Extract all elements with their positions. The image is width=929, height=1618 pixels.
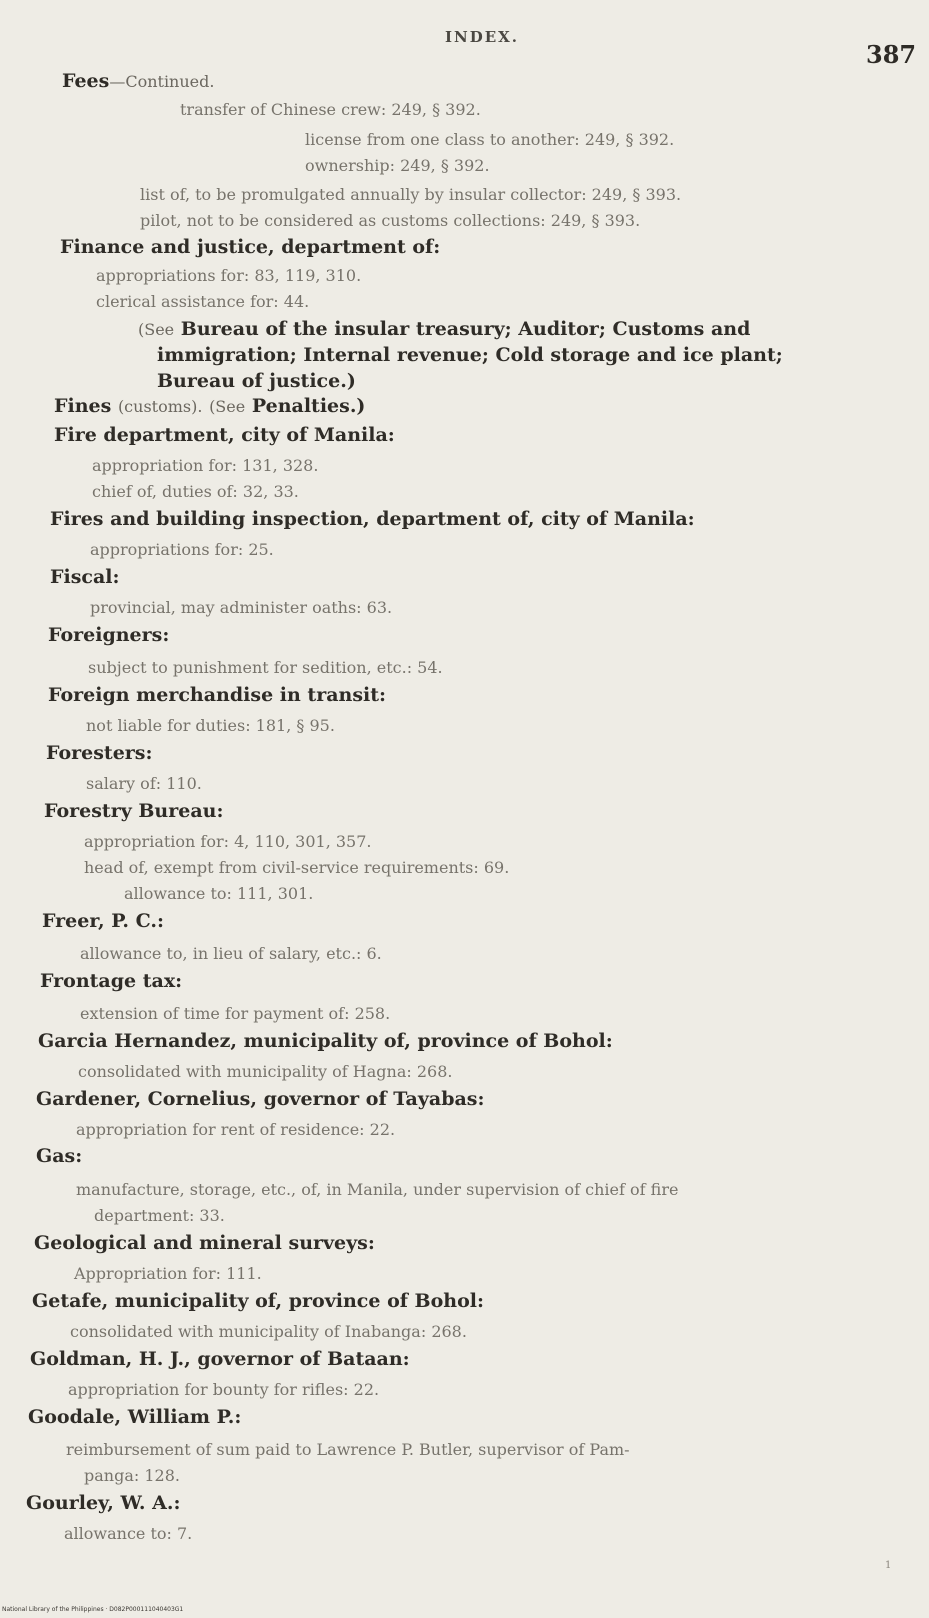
index-subentry: chief of, duties of: 32, 33. [92,482,299,501]
index-heading: Fires and building inspection, department of, city of Manila: [50,508,695,530]
index-subentry: license from one class to another: 249, § 392. [305,130,675,149]
index-subentry: appropriation for bounty for rifles: 22. [68,1380,380,1399]
index-heading: Gourley, W. A.: [26,1492,181,1514]
index-heading: Forestry Bureau: [44,800,224,822]
index-heading: Gas: [36,1145,83,1167]
index-heading: Frontage tax: [40,970,183,992]
page-number: 387 [866,40,917,69]
index-subentry: head of, exempt from civil-service requirements: 69. [84,858,510,877]
index-subentry: manufacture, storage, etc., of, in Manila, under supervision of chief of fire [76,1180,679,1199]
index-subentry: not liable for duties: 181, § 95. [86,716,335,735]
index-subentry: appropriation for: 131, 328. [92,456,319,475]
index-subentry: reimbursement of sum paid to Lawrence P. Butler, supervisor of Pam- [66,1440,630,1459]
index-subentry: extension of time for payment of: 258. [80,1004,391,1023]
index-heading: Foresters: [46,742,153,764]
see-also-reference: (See Bureau of the insular treasury; Auditor; Customs and [138,318,751,340]
index-heading: Getafe, municipality of, province of Bohol: [32,1290,484,1312]
index-subentry: pilot, not to be considered as customs collections: 249, § 393. [140,211,641,230]
corner-mark: 1 [885,1560,892,1571]
index-subentry: department: 33. [94,1206,225,1225]
index-subentry: allowance to: 7. [64,1524,193,1543]
index-subentry: allowance to: 111, 301. [124,884,314,903]
see-also-reference: Bureau of justice.) [157,370,356,392]
index-heading: Garcia Hernandez, municipality of, province of Bohol: [38,1030,613,1052]
index-heading: Fines (customs). (See Penalties.) [54,395,366,417]
index-heading: Goldman, H. J., governor of Bataan: [30,1348,410,1370]
index-subentry: transfer of Chinese crew: 249, § 392. [180,100,481,119]
index-heading: Finance and justice, department of: [60,236,441,258]
index-subentry: panga: 128. [84,1466,180,1485]
index-subentry: subject to punishment for sedition, etc.: 54. [88,658,443,677]
index-heading: Goodale, William P.: [28,1406,242,1428]
index-subentry: provincial, may administer oaths: 63. [90,598,393,617]
index-subentry: Appropriation for: 111. [74,1264,262,1283]
index-subentry: clerical assistance for: 44. [96,292,310,311]
index-subentry: appropriation for rent of residence: 22. [76,1120,396,1139]
index-heading: Fiscal: [50,566,120,588]
index-subentry: consolidated with municipality of Hagna: 268. [78,1062,453,1081]
index-heading: Fire department, city of Manila: [54,424,395,446]
see-also-reference: immigration; Internal revenue; Cold storage and ice plant; [157,344,783,366]
index-subentry: ownership: 249, § 392. [305,156,490,175]
index-heading: Foreign merchandise in transit: [48,684,387,706]
running-head: INDEX. [445,28,520,46]
index-heading: Freer, P. C.: [42,910,164,932]
index-subentry: appropriation for: 4, 110, 301, 357. [84,832,372,851]
index-subentry: list of, to be promulgated annually by insular collector: 249, § 393. [140,185,682,204]
index-heading: Geological and mineral surveys: [34,1232,375,1254]
index-heading: Fees—Continued. [62,70,215,92]
index-subentry: allowance to, in lieu of salary, etc.: 6. [80,944,382,963]
index-heading: Gardener, Cornelius, governor of Tayabas: [36,1088,485,1110]
index-heading: Foreigners: [48,624,170,646]
scan-credit: National Library of the Philippines · D082P000111040403G1 [2,1606,184,1613]
index-subentry: salary of: 110. [86,774,202,793]
index-subentry: appropriations for: 83, 119, 310. [96,266,362,285]
index-subentry: consolidated with municipality of Inabanga: 268. [70,1322,467,1341]
index-subentry: appropriations for: 25. [90,540,274,559]
